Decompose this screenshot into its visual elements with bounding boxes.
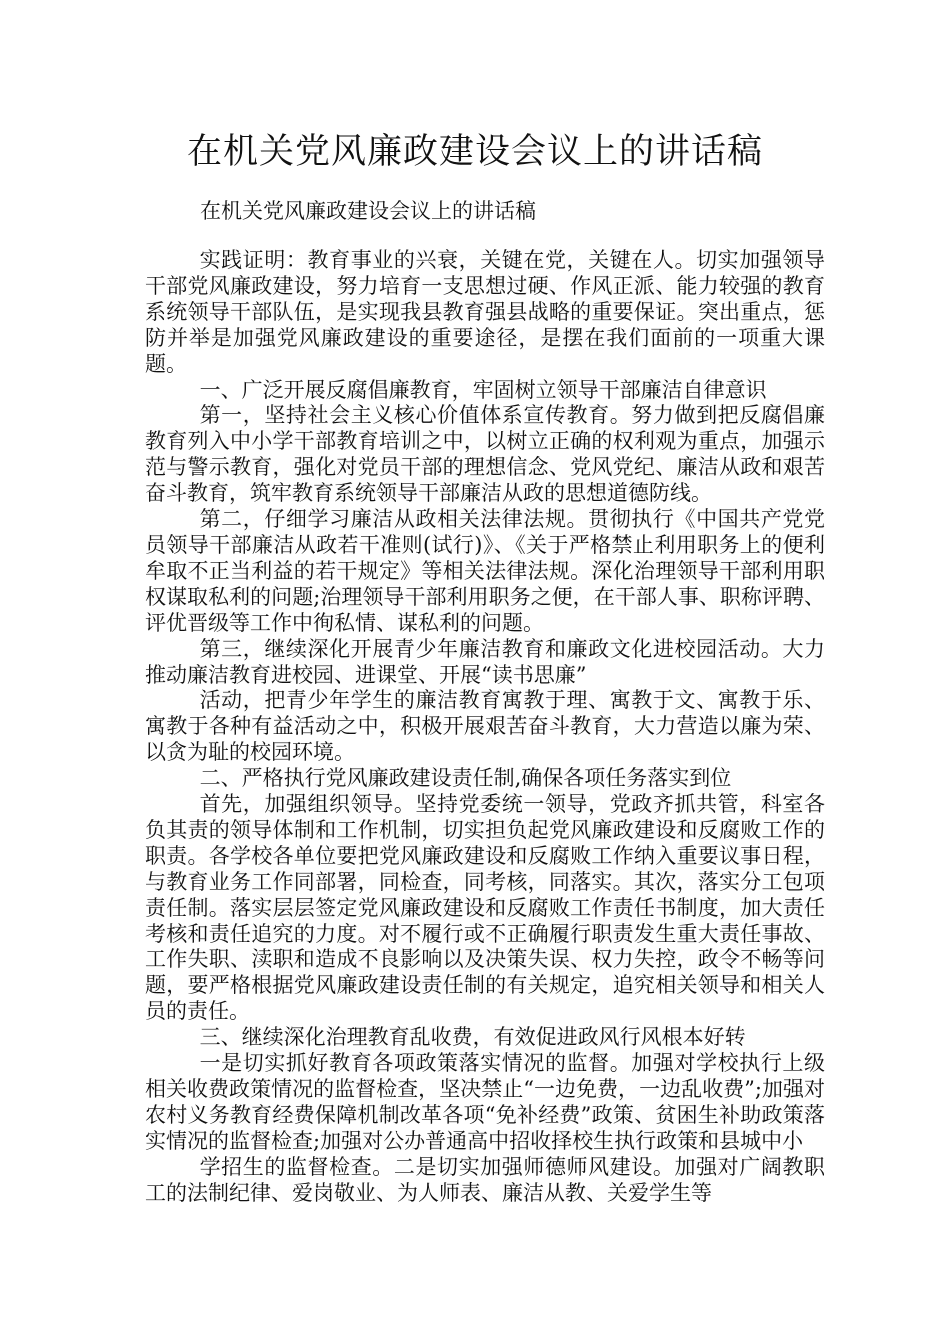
section-heading: 三、继续深化治理教育乱收费，有效促进政风行风根本好转 xyxy=(199,1025,746,1050)
body-paragraph: 活动，把青少年学生的廉洁教育寓教于理、寓教于文、寓教于乐、寓教于各种有益活动之中，积极开展艰苦奋斗教育，大力营造以廉为荣、以贪为耻的校园环境。 xyxy=(145,688,825,765)
body-paragraph: 首先，加强组织领导。坚持党委统一领导，党政齐抓共管，科室各负其责的领导体制和工作机制，切实担负起党风廉政建设和反腐败工作的职责。各学校各单位要把党风廉政建设和反腐败工作纳入重要议事日程，与教育业务工作同部署，同检查，同考核，同落实。其次，落实分工包项责任制。落实层层签定党风廉政建设和反腐败工作责任书制度，加大责任考核和责任追究的力度。对不履行或不正确履行职责发生重大责任事故、工作失职、渎职和造成不良影响以及决策失误、权力失控，政令不畅等问题，要严格根据党风廉政建设责任制的有关规定，追究相关领导和相关人员的责任。 xyxy=(145,792,825,1024)
section-heading: 二、严格执行党风廉政建设责任制,确保各项任务落实到位 xyxy=(199,766,732,791)
document-title: 在机关党风廉政建设会议上的讲话稿 xyxy=(186,132,763,172)
body-paragraph: 学招生的监督检查。二是切实加强师德师风建设。加强对广阔教职工的法制纪律、爱岗敬业、为人师表、廉洁从教、关爱学生等 xyxy=(145,1154,825,1205)
body-paragraph: 第一，坚持社会主义核心价值体系宣传教育。努力做到把反腐倡廉教育列入中小学干部教育培训之中，以树立正确的权利观为重点，加强示范与警示教育，强化对党员干部的理想信念、党风党纪、廉洁从政和艰苦奋斗教育，筑牢教育系统领导干部廉洁从政的思想道德防线。 xyxy=(145,403,825,506)
body-paragraph: 一是切实抓好教育各项政策落实情况的监督。加强对学校执行上级相关收费政策情况的监督检查，坚决禁止“一边免费，一边乱收费”;加强对农村义务教育经费保障机制改革各项“免补经费”政策、贫困生补助政策落实情况的监督检查;加强对公办普通高中招收择校生执行政策和县城中小 xyxy=(145,1051,825,1153)
body-paragraph: 第二，仔细学习廉洁从政相关法律法规。贯彻执行《中国共产党党员领导干部廉洁从政若干准则(试行)》、《关于严格禁止利用职务上的便利牟取不正当利益的若干规定》等相关法律法规。深化治理领导干部利用职权谋取私利的问题;治理领导干部利用职务之便，在干部人事、职称评聘、评优晋级等工作中徇私情、谋私利的问题。 xyxy=(145,507,825,635)
body-paragraph: 第三，继续深化开展青少年廉洁教育和廉政文化进校园活动。大力推动廉洁教育进校园、进课堂、开展“读书思廉” xyxy=(145,636,825,687)
document-body xyxy=(145,248,825,1207)
document-subtitle: 在机关党风廉政建设会议上的讲话稿 xyxy=(200,199,536,223)
body-paragraph: 实践证明：教育事业的兴衰，关键在党，关键在人。切实加强领导干部党风廉政建设，努力培育一支思想过硬、作风正派、能力较强的教育系统领导干部队伍，是实现我县教育强县战略的重要保证。突出重点，惩防并举是加强党风廉政建设的重要途径，是摆在我们面前的一项重大课题。 xyxy=(145,248,825,376)
section-heading: 一、广泛开展反腐倡廉教育，牢固树立领导干部廉洁自律意识 xyxy=(199,377,767,402)
